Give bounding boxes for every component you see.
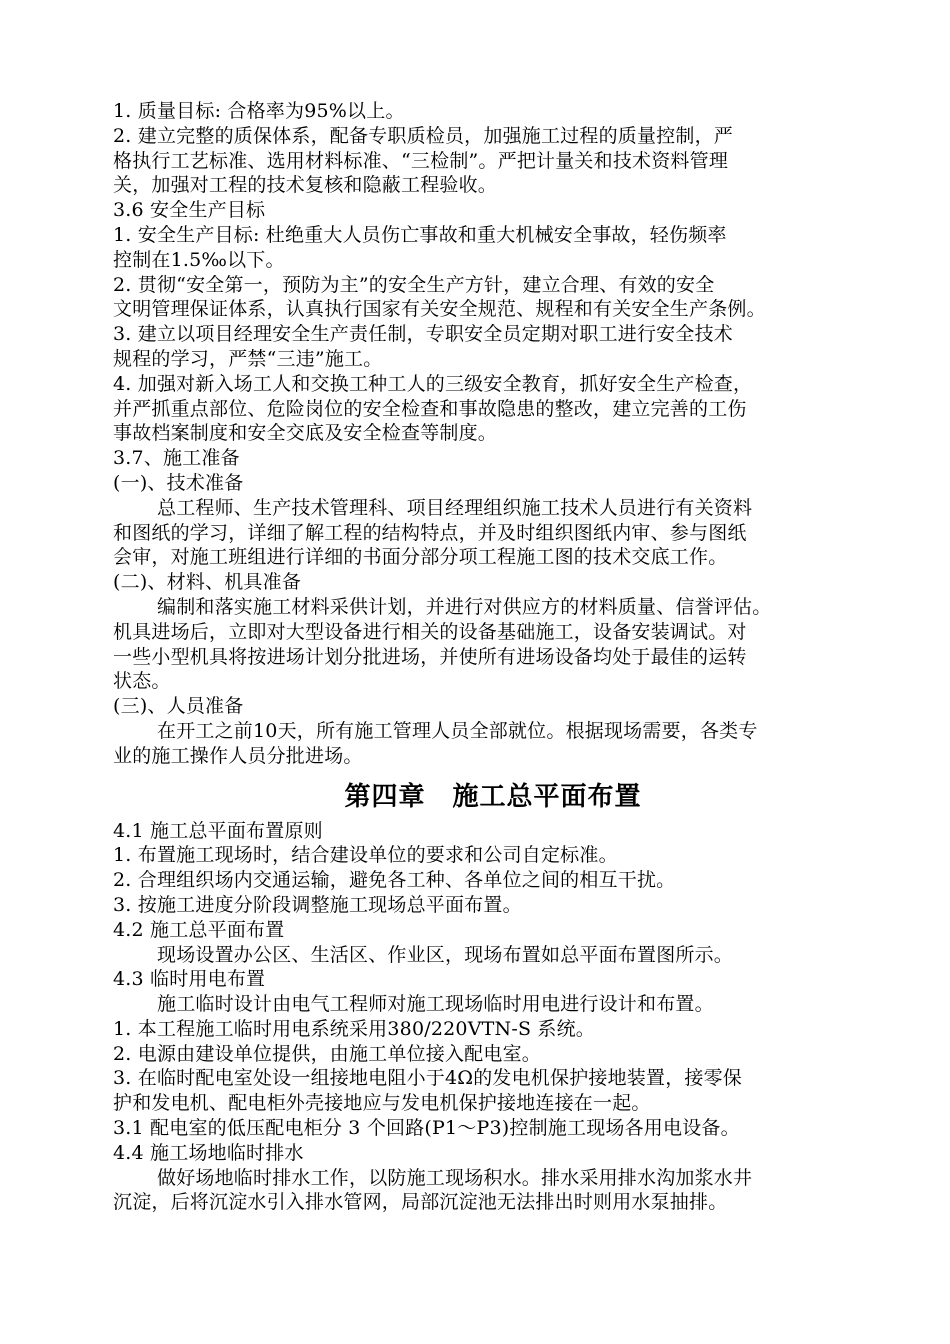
text-line: 1. 质量目标: 合格率为95%以上。 [113,100,405,122]
text-line: 做好场地临时排水工作，以防施工现场积水。排水采用排水沟加浆水井 [157,1166,753,1189]
text-line: 机具进场后，立即对大型设备进行相关的设备基础施工，设备安装调试。对 [113,620,747,643]
text-line: 3.1 配电室的低压配电柜分 3 个回路(P1～P3)控制施工现场各用电设备。 [113,1117,740,1140]
section-3-text-block [113,99,873,769]
text-line: 编制和落实施工材料采供计划，并进行对供应方的材料质量、信誉评估。 [157,595,772,618]
text-line: 会审，对施工班组进行详细的书面分部分项工程施工图的技术交底工作。 [113,546,728,569]
text-line: 和图纸的学习，详细了解工程的结构特点，并及时组织图纸内审、参与图纸 [113,521,747,544]
text-line: 格执行工艺标准、选用材料标准、“三检制”。严把计量关和技术资料管理 [113,149,729,172]
text-line: 业的施工操作人员分批进场。 [113,744,363,767]
chapter-title: 第四章 施工总平面布置 [344,781,642,812]
text-line: 3. 建立以项目经理安全生产责任制，专职安全员定期对职工进行安全技术 [113,323,733,346]
text-line: 护和发电机、配电柜外壳接地应与发电机保护接地连接在一起。 [113,1092,651,1115]
text-line: 并严抓重点部位、危险岗位的安全检查和事故隐患的整改，建立完善的工伤 [113,397,747,420]
text-line: 施工临时设计由电气工程师对施工现场临时用电进行设计和布置。 [157,993,714,1016]
text-line: 3.6 安全生产目标 [113,199,266,222]
text-line: 4.1 施工总平面布置原则 [113,819,323,842]
text-line: 4.3 临时用电布置 [113,968,266,991]
text-line: 2. 建立完整的质保体系，配备专职质检员，加强施工过程的质量控制，严 [113,124,733,147]
text-line: 在开工之前10天，所有施工管理人员全部就位。根据现场需要，各类专 [157,719,758,742]
text-line: 状态。 [113,670,171,693]
text-line: (一)、技术准备 [113,471,244,494]
section-4-text-block [113,819,873,1216]
text-line: 关，加强对工程的技术复核和隐蔽工程验收。 [113,174,498,197]
text-line: 3.7、施工准备 [113,447,240,470]
text-line: (三)、人员准备 [113,695,244,718]
text-line: 4.2 施工总平面布置 [113,918,285,941]
text-line: 1. 安全生产目标: 杜绝重大人员伤亡事故和重大机械安全事故，轻伤频率 [113,223,727,246]
text-line: 2. 电源由建设单位提供，由施工单位接入配电室。 [113,1042,541,1065]
text-line: 1. 布置施工现场时，结合建设单位的要求和公司自定标准。 [113,844,618,867]
text-line: 事故档案制度和安全交底及安全检查等制度。 [113,422,498,445]
text-line: 文明管理保证体系，认真执行国家有关安全规范、规程和有关安全生产条例。 [113,298,766,321]
text-line: 2. 合理组织场内交通运输，避免各工种、各单位之间的相互干扰。 [113,869,676,892]
text-line: 3. 在临时配电室处设一组接地电阻小于4Ω的发电机保护接地装置，接零保 [113,1067,743,1090]
text-line: 现场设置办公区、生活区、作业区，现场布置如总平面布置图所示。 [157,943,734,966]
text-line: (二)、材料、机具准备 [113,571,302,594]
text-line: 一些小型机具将按进场计划分批进场，并使所有进场设备均处于最佳的运转 [113,645,747,668]
text-line: 1. 本工程施工临时用电系统采用380/220VTN-S 系统。 [113,1017,595,1040]
text-line: 控制在1.5‰以下。 [113,248,285,271]
text-line: 4. 加强对新入场工人和交换工种工人的三级安全教育，抓好安全生产检查， [113,372,753,395]
text-line: 2. 贯彻“安全第一，预防为主”的安全生产方针，建立合理、有效的安全 [113,273,715,296]
text-line: 沉淀，后将沉淀水引入排水管网，局部沉淀池无法排出时则用水泵抽排。 [113,1191,728,1214]
text-line: 4.4 施工场地临时排水 [113,1141,304,1164]
document-content [113,99,873,1215]
text-line: 3. 按施工进度分阶段调整施工现场总平面布置。 [113,893,522,916]
text-line: 总工程师、生产技术管理科、项目经理组织施工技术人员进行有关资料 [157,496,753,519]
text-line: 规程的学习，严禁“三违”施工。 [113,347,383,370]
